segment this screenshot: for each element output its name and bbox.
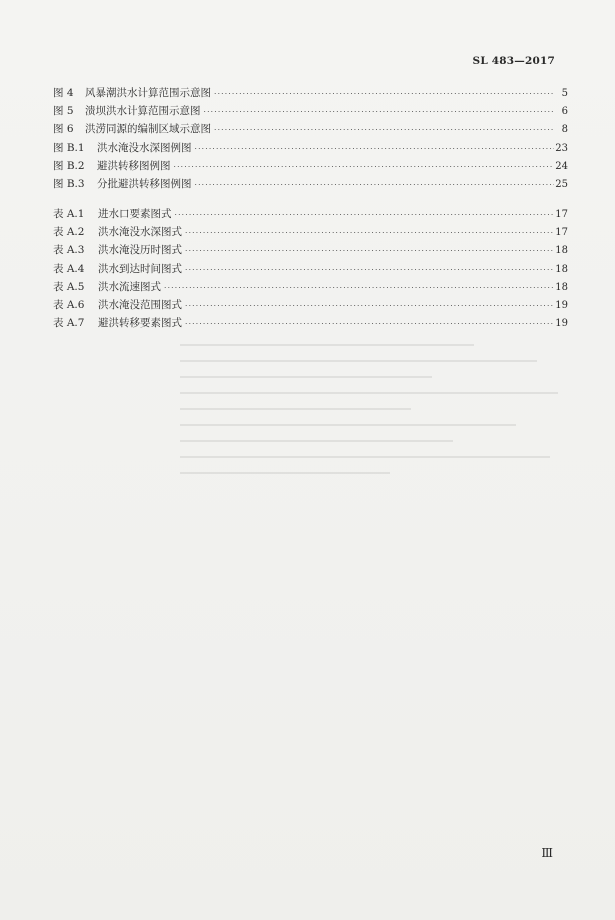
leader-dots	[185, 242, 554, 260]
entry-title: 溃坝洪水计算范围示意图	[85, 105, 201, 118]
leader-dots	[214, 85, 554, 103]
toc-entry-figure[interactable]	[53, 175, 568, 193]
toc-entry-figure[interactable]	[53, 157, 568, 175]
toc-entry-figure[interactable]	[53, 102, 568, 120]
entry-label: 表 A.3	[53, 244, 85, 257]
entry-title: 进水口要素图式	[98, 208, 172, 220]
entry-title: 避洪转移要素图式	[98, 317, 182, 330]
entry-title: 洪水淹没历时图式	[98, 244, 182, 257]
leader-dots	[174, 158, 555, 176]
entry-page: 19	[555, 299, 568, 311]
toc-entry-table[interactable]	[53, 205, 568, 223]
toc-entry-table[interactable]	[53, 314, 568, 332]
show-through-texture	[180, 330, 600, 630]
leader-dots	[195, 176, 555, 194]
entry-page: 18	[555, 245, 568, 257]
entry-page: 24	[555, 160, 568, 172]
entry-label: 图 6	[53, 123, 74, 136]
leader-dots	[195, 140, 555, 158]
entry-title: 分批避洪转移图例图	[97, 177, 192, 190]
entry-title: 洪水到达时间图式	[98, 262, 182, 275]
entry-page: 18	[555, 263, 568, 275]
entry-page: 23	[555, 142, 568, 154]
entry-title: 洪涝同源的编制区域示意图	[85, 123, 211, 136]
toc-entry-table[interactable]	[53, 296, 568, 314]
entry-label: 图 4	[53, 87, 74, 99]
entry-title: 风暴潮洪水计算范围示意图	[85, 87, 211, 99]
entry-page: 5	[561, 88, 568, 99]
entry-page: 17	[555, 227, 568, 239]
entry-label: 图 B.2	[53, 159, 85, 172]
entry-label: 图 5	[53, 105, 74, 118]
entry-label: 表 A.1	[53, 208, 85, 220]
toc-entry-figure[interactable]	[53, 139, 568, 157]
entry-label: 表 A.5	[53, 280, 85, 293]
page-number: Ⅲ	[541, 846, 553, 860]
entry-page: 17	[555, 209, 568, 220]
toc-entry-table[interactable]	[53, 241, 568, 259]
leader-dots	[185, 261, 554, 279]
toc-entry-figure[interactable]	[53, 120, 568, 138]
toc-entry-table[interactable]	[53, 278, 568, 296]
toc-entry-figure[interactable]	[53, 84, 568, 102]
entry-label: 图 B.3	[53, 177, 85, 190]
entry-label: 表 A.7	[53, 317, 85, 330]
entry-page: 19	[555, 318, 568, 330]
leader-dots	[214, 121, 554, 139]
entry-title: 洪水淹没范围图式	[98, 298, 182, 311]
entry-title: 洪水淹没水深图例图	[97, 141, 192, 154]
entry-title: 洪水流速图式	[98, 280, 161, 293]
leader-dots	[185, 315, 554, 333]
entry-label: 表 A.2	[53, 226, 85, 239]
leader-dots	[164, 279, 554, 297]
leader-dots	[175, 206, 555, 224]
entry-title: 避洪转移图例图	[97, 159, 171, 172]
leader-dots	[185, 224, 554, 242]
toc-entry-table[interactable]	[53, 223, 568, 241]
entry-title: 洪水淹没水深图式	[98, 226, 182, 239]
entry-label: 表 A.4	[53, 262, 85, 275]
entry-page: 8	[561, 124, 568, 136]
standard-number: SL 483—2017	[472, 55, 555, 67]
entry-page: 25	[555, 178, 568, 190]
table-list	[53, 205, 568, 332]
leader-dots	[204, 103, 555, 121]
entry-page: 6	[561, 106, 568, 118]
figure-list	[53, 84, 568, 193]
toc-entry-table[interactable]	[53, 260, 568, 278]
entry-page: 18	[555, 281, 568, 293]
leader-dots	[185, 297, 554, 315]
entry-label: 表 A.6	[53, 298, 85, 311]
entry-label: 图 B.1	[53, 141, 85, 154]
